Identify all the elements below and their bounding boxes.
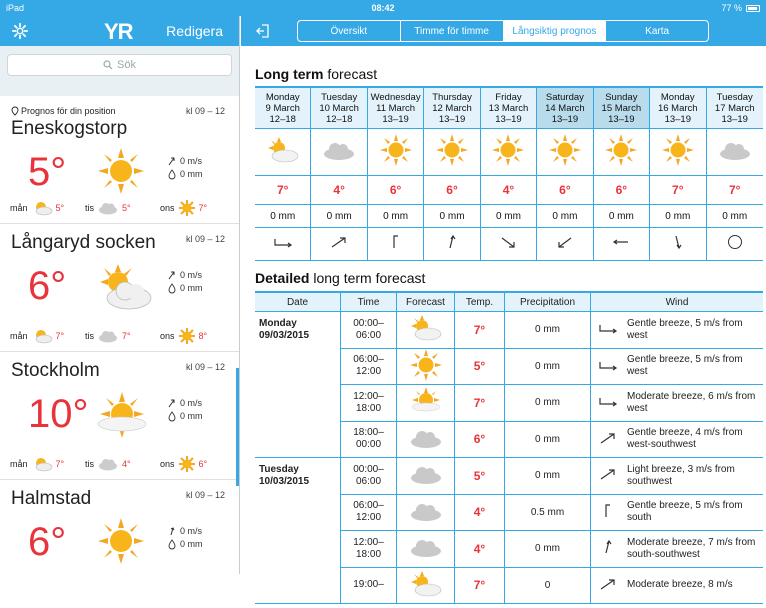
day-forecast: tis 4° [85,455,160,473]
temp-cell: 7° [255,176,311,204]
wind-ssw-icon [597,539,619,558]
drop-icon [168,283,176,293]
gear-icon[interactable] [11,22,29,40]
search-placeholder: Sök [117,59,136,71]
table-row[interactable] [341,385,763,422]
wind-cell [591,458,763,494]
forecast-cell [397,422,455,458]
cloud-icon [408,536,444,561]
long-term-title: Long term forecast [255,66,378,82]
day-header-day: Friday [495,91,522,103]
tab-hourly[interactable]: Timme för timme [401,21,504,41]
temp-cell: 6° [455,422,505,458]
temp-cell: 7° [455,312,505,348]
day-header-day: Thursday [432,91,472,103]
cloud-icon [97,456,119,472]
current-temp: 6° [28,264,67,308]
active-location-indicator [236,368,239,486]
temp-cell: 4° [455,531,505,567]
day-header-hours: 13–19 [438,113,466,125]
table-row[interactable] [341,349,763,386]
forecast-cell [707,129,763,175]
day-column-header[interactable] [424,88,480,128]
sidebar [0,16,240,574]
sun-icon [661,133,695,172]
sun-icon [178,327,196,345]
table-row[interactable] [341,312,763,349]
detailed-table [255,291,763,604]
wind-description: Moderate breeze, 7 m/s from south-southwest [627,536,756,560]
partly-sunny-icon [31,456,53,472]
long-term-grid [255,86,763,261]
search-input[interactable] [7,54,232,76]
day-header-day: Monday [265,91,300,103]
day-header-day: Sunday [605,91,638,103]
day-block [255,458,763,604]
location-card[interactable] [0,224,239,352]
wind-cell [707,228,763,260]
temp-cell: 6° [537,176,593,204]
day-header-date: 10 March [319,102,359,114]
table-row[interactable] [341,568,763,605]
day-column-header[interactable] [481,88,537,128]
wind-cell [424,228,480,260]
day-header-day: Monday [660,91,695,103]
sun-icon [409,348,443,385]
precip-cell: 0 [505,568,591,604]
wind-description: Gentle breeze, 4 m/s from west-southwest [627,427,743,451]
temp-cell: 7° [650,176,706,204]
wind-east-icon [610,234,632,255]
precip-cell: 0 mm [505,531,591,567]
date-cell: Monday 09/03/2015 [255,312,341,458]
day-forecast: ons 8° [160,327,235,345]
cloud-icon [408,463,444,488]
yr-logo: YR [104,19,133,44]
clock: 08:42 [371,3,395,13]
location-name: Halmstad [11,488,92,509]
wind-arrow-icon [168,156,176,166]
forecast-cell [397,531,455,567]
day-header-day: Tuesday [321,91,358,103]
sun-icon [178,455,196,473]
day-forecast: mån 7° [10,455,85,473]
day-forecast: tis 5° [85,199,160,217]
date-cell: Tuesday 10/03/2015 [255,458,341,604]
forecast-cell [397,312,455,348]
wind-cell [255,228,311,260]
detailed-body [255,312,763,604]
wind-description: Gentle breeze, 5 m/s from west [627,354,743,378]
day-column-header[interactable] [537,88,593,128]
temp-cell: 7° [455,568,505,604]
sun-icon [96,516,146,566]
day-forecast: ons 7° [160,199,235,217]
detailed-header-row [255,293,763,312]
sidebar-header [0,16,239,46]
cloud-icon [717,139,753,166]
wind-cell [591,495,763,531]
column-header-wind: Wind [591,293,763,311]
location-pin-icon [11,106,19,116]
wind-readout: 0 m/s [168,398,202,408]
precip-readout: 0 mm [168,411,203,421]
day-rows [341,458,763,604]
table-row[interactable] [341,495,763,532]
temp-cell: 5° [455,349,505,385]
day-column-header[interactable] [255,88,311,128]
wind-southwest-icon [328,234,350,255]
day-header-date: 9 March [265,102,300,114]
wind-cell [594,228,650,260]
day-header-date: 15 March [601,102,642,114]
sun-haze-icon [409,386,443,419]
sun-icon [604,133,638,172]
sun-icon [435,133,469,172]
battery-icon [746,5,760,12]
temp-cell: 6° [594,176,650,204]
sun-icon [178,199,196,217]
temp-cell: 5° [455,458,505,494]
forecast-cell [311,129,367,175]
temp-cell: 4° [455,495,505,531]
precip-cell: 0 mm [505,458,591,494]
time-cell: 18:00– 00:00 [341,422,397,458]
device-label: iPad [6,3,25,13]
wind-west-icon [597,357,619,376]
wind-cell [311,228,367,260]
precip-cell: 0 mm [505,422,591,458]
period-label: kl 09 – 12 [185,490,225,500]
wind-cell [591,349,763,385]
precip-cell: 0 mm [481,205,537,227]
partly-sunny-icon [409,314,443,345]
position-label: Prognos för din position [11,106,116,116]
day-header-hours: 13–19 [382,113,409,125]
partly-sunny-icon [31,328,53,344]
day-header-date: 13 March [488,102,529,114]
wind-description: Moderate breeze, 6 m/s from west [627,390,756,414]
precip-readout: 0 mm [168,169,203,179]
wind-cell [650,228,706,260]
forecast-cell [650,129,706,175]
wind-readout: 0 m/s [168,526,202,536]
temp-cell: 7° [728,183,741,197]
wind-cell [591,531,763,567]
wind-arrow-icon [168,270,176,280]
forecast-cell [368,129,424,175]
wind-arrow-icon [168,398,176,408]
wind-sw-icon [597,576,619,595]
wind-arrow-icon [168,526,176,536]
wind-readout: 0 m/s [168,156,202,166]
precip-cell: 0 mm [255,205,311,227]
wind-description: Light breeze, 3 m/s from southwest [627,463,735,487]
temp-cell: 4° [311,176,367,204]
wind-cell [591,568,763,604]
wind-northwest-icon [497,234,519,255]
day-header-hours: 13–19 [551,113,579,125]
wind-cell [481,228,537,260]
drop-icon [168,539,176,549]
precip-cell: 0 mm [722,210,748,222]
temp-cell: 4° [481,176,537,204]
sun-cloud-icon [96,262,154,312]
tab-map[interactable]: Karta [645,25,670,37]
wind-sw-icon [597,466,619,485]
search-icon [103,60,113,70]
precip-readout: 0 mm [168,539,203,549]
location-name: Långaryd socken [11,232,156,253]
time-cell: 19:00– [341,568,397,604]
long-term-icon-row [255,129,763,176]
day-column-header[interactable] [368,88,424,128]
day-block [255,312,763,458]
cloud-icon [321,139,357,166]
wind-description: Gentle breeze, 5 m/s from south [627,500,743,524]
forecast-content [241,46,766,593]
location-card[interactable] [0,96,239,224]
long-term-header-row [255,88,763,129]
cloud-icon [97,200,119,216]
partly-sunny-icon [31,200,53,216]
forecast-cell [397,458,455,494]
time-cell: 00:00– 06:00 [341,312,397,348]
table-row[interactable] [341,422,763,459]
precip-cell: 0 mm [368,205,424,227]
day-header-hours: 13–19 [608,113,635,125]
sun-icon [548,133,582,172]
wind-wsw-icon [597,430,619,449]
wind-cell [537,228,593,260]
forecast-cell [594,129,650,175]
day-header-date: 11 March [376,102,416,114]
drop-icon [168,411,176,421]
precip-cell: 0 mm [650,205,706,227]
precip-cell: 0 mm [311,205,367,227]
wind-south-icon [597,503,619,522]
wind-description: Moderate breeze, 8 m/s [627,579,733,591]
edit-button[interactable]: Redigera [166,23,223,39]
table-row[interactable] [341,531,763,568]
day-header-hours: 13–19 [664,113,691,125]
forecast-cell [424,129,480,175]
wind-cell [591,312,763,348]
day-header-date: 12 March [432,102,472,114]
location-name: Eneskogstorp [11,118,128,139]
wind-cell [591,385,763,421]
precip-cell: 0 mm [505,385,591,421]
forecast-cell [537,129,593,175]
battery-status [721,3,760,13]
day-strip [10,199,235,217]
precip-cell: 0.5 mm [505,495,591,531]
toolbar [241,16,766,46]
status-bar [0,0,766,16]
day-strip [10,455,235,473]
day-header-date: 14 March [545,102,585,114]
day-header-day: Wednesday [370,91,421,103]
day-column-header[interactable] [311,88,367,128]
location-card[interactable] [0,352,239,480]
column-header-forecast: Forecast [397,293,455,311]
table-row[interactable] [341,458,763,495]
exit-icon[interactable] [255,23,271,39]
period-label: kl 09 – 12 [185,234,225,244]
day-column-header[interactable] [650,88,706,128]
column-header-time: Time [341,293,397,311]
sun-icon [96,146,146,196]
wind-west-icon [597,320,619,339]
day-rows [341,312,763,458]
precip-cell: 0 mm [505,349,591,385]
forecast-cell [255,129,311,175]
cloud-icon [97,328,119,344]
detailed-title: Detailed long term forecast [255,270,426,286]
wind-west-icon [272,234,294,255]
precip-cell: 0 mm [594,205,650,227]
day-forecast: mån 7° [10,327,85,345]
day-header-hours: 13–19 [721,113,748,125]
time-cell: 06:00– 12:00 [341,495,397,531]
forecast-cell [397,495,455,531]
sun-icon [379,133,413,172]
precip-readout: 0 mm [168,283,203,293]
day-header-date: 16 March [657,102,698,114]
sun-icon [491,133,525,172]
drop-icon [168,169,176,179]
tab-overview[interactable]: Översikt [298,21,401,41]
search-area [0,46,239,96]
wind-cell [368,228,424,260]
day-forecast: mån 5° [10,199,85,217]
wind-west-icon [597,393,619,412]
forecast-cell [397,349,455,385]
wind-south-southwest-icon [441,234,463,255]
forecast-cell [481,129,537,175]
wind-north-icon [667,234,689,255]
precip-cell: 0 mm [537,205,593,227]
precip-cell: 0 mm [424,205,480,227]
day-column-header[interactable] [594,88,650,128]
precip-cell: 0 mm [505,312,591,348]
wind-south-icon [385,234,407,255]
wind-description: Gentle breeze, 5 m/s from west [627,317,743,341]
day-strip [10,327,235,345]
cloud-icon [408,500,444,525]
sun-haze-icon [96,390,154,440]
temp-cell: 7° [455,385,505,421]
main-panel [241,16,766,593]
forecast-cell [397,385,455,421]
temp-cell: 6° [424,176,480,204]
wind-calm-icon [724,234,746,255]
long-term-temp-row [255,176,763,205]
wind-northeast-icon [554,234,576,255]
column-header-precip: Precipitation [505,293,591,311]
wind-readout: 0 m/s [168,270,202,280]
current-temp: 10° [28,392,89,436]
wind-cell [591,422,763,458]
current-temp: 5° [28,150,67,194]
day-header-hours: 12–18 [325,113,353,125]
day-header-date: 17 March [714,102,755,114]
day-forecast: tis 7° [85,327,160,345]
long-term-precip-row [255,205,763,228]
partly-sunny-icon [409,570,443,601]
current-temp: 6° [28,520,67,564]
partly-sunny-icon [266,136,300,169]
location-card[interactable] [0,480,239,608]
day-forecast: ons 6° [160,455,235,473]
day-column-header[interactable] [707,88,763,128]
location-name: Stockholm [11,360,100,381]
period-label: kl 09 – 12 [185,106,225,116]
column-header-temp: Temp. [455,293,505,311]
battery-percent: 77 % [721,3,742,13]
view-tabs [297,20,709,42]
time-cell: 12:00– 18:00 [341,385,397,421]
day-header-hours: 12–18 [269,113,296,125]
period-label: kl 09 – 12 [185,362,225,372]
tab-long-term[interactable]: Långsiktig prognos [504,21,607,41]
day-header-day: Tuesday [716,91,753,103]
time-cell: 00:00– 06:00 [341,458,397,494]
temp-cell: 6° [368,176,424,204]
time-cell: 06:00– 12:00 [341,349,397,385]
forecast-cell [397,568,455,604]
day-header-hours: 13–19 [495,113,522,125]
long-term-wind-row [255,228,763,261]
cloud-icon [408,427,444,452]
column-header-date: Date [255,293,341,311]
time-cell: 12:00– 18:00 [341,531,397,567]
day-header-day: Saturday [545,91,584,103]
